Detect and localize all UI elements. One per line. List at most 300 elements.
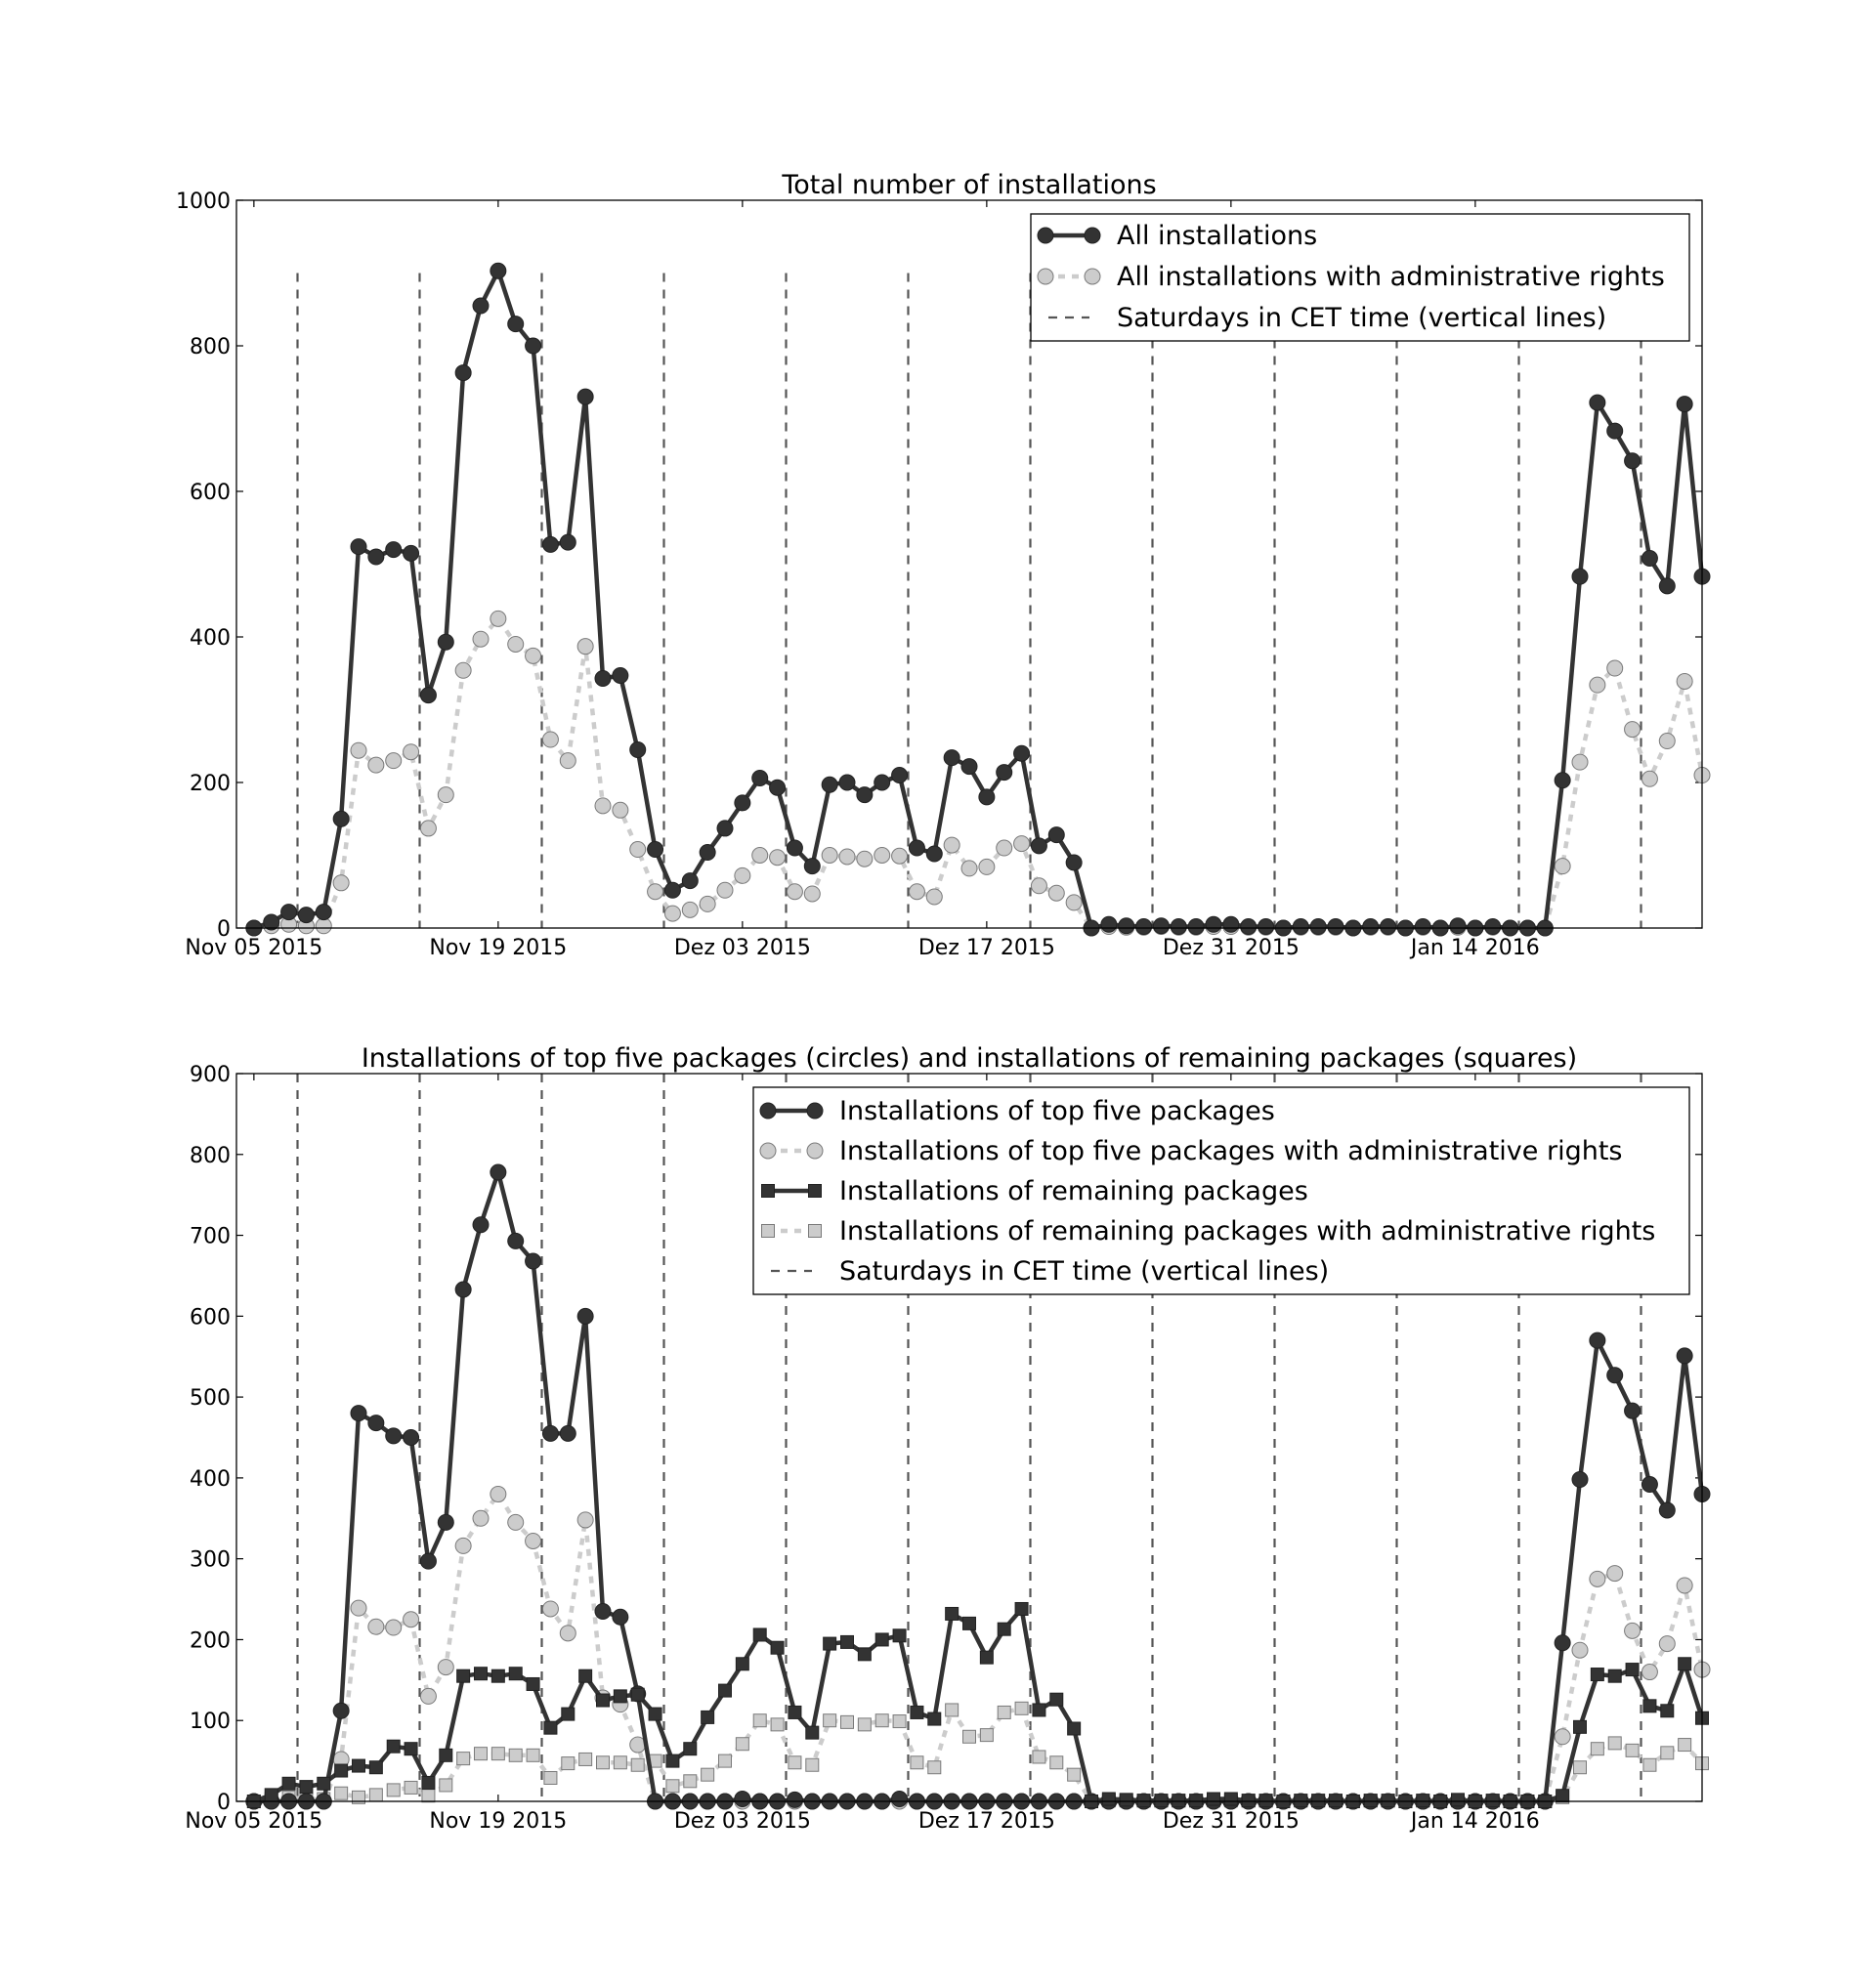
data-point bbox=[736, 1658, 748, 1670]
data-point bbox=[1661, 1705, 1674, 1717]
data-point bbox=[1679, 1739, 1691, 1752]
data-point bbox=[560, 1626, 576, 1641]
data-point bbox=[1677, 397, 1692, 412]
x-tick-label: Dez 17 2015 bbox=[917, 936, 1055, 960]
data-point bbox=[1295, 1795, 1307, 1807]
data-point bbox=[1066, 895, 1082, 910]
data-point bbox=[963, 1617, 976, 1629]
data-point bbox=[457, 1669, 470, 1682]
data-point bbox=[875, 1633, 888, 1646]
data-point bbox=[875, 1714, 888, 1727]
data-point bbox=[597, 1694, 610, 1707]
data-point bbox=[1033, 1751, 1045, 1763]
data-point bbox=[351, 742, 366, 758]
y-tick-label: 400 bbox=[190, 626, 231, 651]
y-tick-label: 700 bbox=[190, 1224, 231, 1249]
data-point bbox=[1119, 918, 1134, 934]
data-point bbox=[404, 1430, 419, 1446]
data-point bbox=[1068, 1722, 1081, 1735]
data-point bbox=[300, 1781, 313, 1794]
x-tick-label: Nov 19 2015 bbox=[429, 1809, 568, 1834]
data-point bbox=[1572, 754, 1588, 770]
data-point bbox=[387, 1740, 400, 1753]
data-point bbox=[631, 1758, 644, 1771]
x-tick-label: Dez 31 2015 bbox=[1162, 936, 1300, 960]
data-point bbox=[1188, 919, 1204, 935]
data-point bbox=[1171, 919, 1186, 935]
data-point bbox=[597, 1756, 610, 1769]
chart-title: Installations of top five packages (circles) and installations of remaining packages (squares) bbox=[361, 1043, 1578, 1074]
data-point bbox=[422, 1776, 435, 1789]
data-point bbox=[735, 795, 750, 811]
data-point bbox=[892, 1792, 908, 1807]
data-point bbox=[824, 1714, 836, 1727]
data-point bbox=[1312, 1795, 1325, 1807]
data-point bbox=[438, 787, 453, 803]
data-point bbox=[631, 1688, 644, 1701]
data-point bbox=[490, 1486, 506, 1501]
x-tick-label: Nov 19 2015 bbox=[429, 936, 568, 960]
data-point bbox=[1155, 1795, 1168, 1807]
data-point bbox=[613, 667, 628, 683]
data-point bbox=[1572, 1642, 1588, 1658]
data-point bbox=[702, 1711, 714, 1723]
data-point bbox=[997, 840, 1012, 856]
legend-marker bbox=[807, 1143, 823, 1159]
data-point bbox=[684, 1775, 697, 1788]
data-point bbox=[562, 1757, 575, 1770]
data-point bbox=[700, 896, 715, 911]
data-point bbox=[926, 889, 942, 905]
data-point bbox=[440, 1779, 452, 1792]
y-tick-label: 300 bbox=[190, 1547, 231, 1573]
data-point bbox=[353, 1759, 365, 1772]
data-point bbox=[579, 1753, 592, 1765]
data-point bbox=[455, 365, 471, 381]
data-point bbox=[822, 777, 837, 792]
legend-marker bbox=[1085, 269, 1100, 284]
data-point bbox=[1659, 1502, 1675, 1518]
data-point bbox=[579, 1669, 592, 1682]
data-point bbox=[1608, 1669, 1621, 1682]
y-tick-label: 800 bbox=[190, 335, 231, 359]
data-point bbox=[770, 850, 786, 866]
data-point bbox=[1555, 859, 1570, 874]
data-point bbox=[874, 775, 890, 790]
data-point bbox=[1102, 1793, 1115, 1805]
data-point bbox=[824, 1637, 836, 1650]
data-point bbox=[1556, 1790, 1569, 1802]
data-point bbox=[282, 1777, 295, 1790]
data-point bbox=[1259, 1795, 1272, 1807]
data-point bbox=[787, 840, 802, 856]
x-tick-label: Nov 05 2015 bbox=[185, 936, 323, 960]
data-point bbox=[1486, 1795, 1499, 1807]
data-point bbox=[1208, 1793, 1220, 1805]
x-tick-label: Dez 31 2015 bbox=[1162, 1809, 1300, 1834]
data-point bbox=[961, 861, 977, 876]
data-point bbox=[1626, 1744, 1639, 1756]
data-point bbox=[770, 780, 786, 795]
data-point bbox=[386, 542, 402, 558]
data-point bbox=[542, 732, 558, 747]
data-point bbox=[475, 1668, 488, 1680]
legend-marker bbox=[807, 1103, 823, 1119]
data-point bbox=[979, 789, 995, 805]
legend-label: Installations of remaining packages with administrative rights bbox=[839, 1216, 1656, 1247]
data-point bbox=[422, 1790, 435, 1802]
data-point bbox=[944, 750, 959, 766]
data-point bbox=[1241, 919, 1257, 935]
y-tick-label: 100 bbox=[190, 1710, 231, 1735]
data-point bbox=[281, 905, 297, 920]
data-point bbox=[963, 1730, 976, 1743]
data-point bbox=[420, 1553, 436, 1569]
data-point bbox=[1050, 1756, 1063, 1769]
data-point bbox=[473, 1510, 489, 1526]
data-point bbox=[1048, 885, 1064, 901]
data-point bbox=[649, 1708, 661, 1720]
data-point bbox=[420, 1688, 436, 1704]
data-point bbox=[1679, 1658, 1691, 1670]
data-point bbox=[386, 1428, 402, 1444]
data-point bbox=[595, 1603, 611, 1619]
data-point bbox=[405, 1781, 417, 1794]
data-point bbox=[1643, 1758, 1656, 1771]
data-point bbox=[595, 798, 611, 814]
legend-label: Installations of top five packages bbox=[839, 1096, 1275, 1126]
data-point bbox=[702, 1768, 714, 1781]
data-point bbox=[490, 263, 506, 278]
data-point bbox=[420, 688, 436, 703]
data-point bbox=[577, 389, 593, 404]
data-point bbox=[614, 1690, 626, 1703]
legend-marker bbox=[809, 1225, 822, 1238]
data-point bbox=[839, 849, 855, 865]
data-point bbox=[1031, 838, 1046, 854]
data-point bbox=[735, 1792, 750, 1807]
data-point bbox=[560, 753, 576, 769]
data-point bbox=[542, 1425, 558, 1441]
data-point bbox=[911, 1706, 923, 1718]
data-point bbox=[822, 848, 837, 864]
data-point bbox=[368, 1416, 384, 1431]
legend-marker bbox=[762, 1225, 775, 1238]
data-point bbox=[684, 1743, 697, 1755]
chart-title: Total number of installations bbox=[782, 170, 1157, 200]
data-point bbox=[874, 848, 890, 864]
data-point bbox=[475, 1748, 488, 1760]
data-point bbox=[1328, 919, 1343, 935]
legend-marker bbox=[1038, 269, 1053, 284]
data-point bbox=[560, 534, 576, 550]
legend bbox=[1031, 214, 1689, 341]
x-tick-label: Nov 05 2015 bbox=[185, 1809, 323, 1834]
y-tick-label: 200 bbox=[190, 772, 231, 796]
data-point bbox=[893, 1629, 906, 1642]
y-tick-label: 0 bbox=[217, 917, 231, 942]
data-point bbox=[542, 1601, 558, 1617]
data-point bbox=[1258, 919, 1274, 935]
data-point bbox=[1591, 1743, 1603, 1755]
data-point bbox=[490, 611, 506, 626]
data-point bbox=[979, 859, 995, 874]
data-point bbox=[892, 848, 908, 864]
data-point bbox=[1607, 423, 1623, 439]
data-point bbox=[527, 1749, 539, 1761]
data-point bbox=[1014, 836, 1030, 852]
data-point bbox=[1659, 734, 1675, 749]
y-tick-label: 800 bbox=[190, 1143, 231, 1168]
data-point bbox=[911, 1756, 923, 1769]
data-point bbox=[1293, 919, 1308, 935]
data-point bbox=[438, 634, 453, 650]
data-point bbox=[858, 1718, 871, 1731]
data-point bbox=[1677, 1348, 1692, 1364]
data-point bbox=[1381, 919, 1396, 935]
legend-marker bbox=[809, 1185, 822, 1198]
data-point bbox=[368, 757, 384, 773]
data-point bbox=[386, 753, 402, 769]
data-point bbox=[1048, 827, 1064, 843]
data-point bbox=[1555, 773, 1570, 788]
data-point bbox=[787, 1792, 802, 1807]
data-point bbox=[368, 549, 384, 565]
legend-marker bbox=[1085, 228, 1100, 243]
data-point bbox=[998, 1623, 1010, 1635]
data-point bbox=[526, 648, 541, 663]
data-point bbox=[1137, 1795, 1150, 1807]
legend-label: Installations of top five packages with administrative rights bbox=[839, 1136, 1623, 1166]
data-point bbox=[666, 1780, 679, 1793]
data-point bbox=[944, 837, 959, 853]
data-point bbox=[526, 338, 541, 354]
data-point bbox=[1642, 1477, 1657, 1493]
data-point bbox=[1450, 918, 1466, 934]
x-tick-label: Dez 03 2015 bbox=[673, 1809, 811, 1834]
data-point bbox=[1677, 1578, 1692, 1593]
data-point bbox=[440, 1749, 452, 1761]
data-point bbox=[404, 545, 419, 561]
data-point bbox=[316, 918, 331, 934]
y-tick-label: 600 bbox=[190, 1305, 231, 1331]
data-point bbox=[560, 1425, 576, 1441]
data-point bbox=[526, 1533, 541, 1548]
data-point bbox=[700, 845, 715, 861]
data-point bbox=[841, 1715, 854, 1728]
data-point bbox=[333, 875, 349, 891]
data-point bbox=[577, 1308, 593, 1324]
legend-label: Installations of remaining packages bbox=[839, 1176, 1308, 1206]
data-point bbox=[316, 905, 331, 920]
data-point bbox=[473, 1217, 489, 1233]
data-point bbox=[473, 631, 489, 647]
data-point bbox=[998, 1706, 1010, 1718]
data-point bbox=[508, 1233, 524, 1248]
data-point bbox=[1574, 1720, 1587, 1733]
data-point bbox=[508, 636, 524, 652]
data-point bbox=[1590, 1332, 1605, 1348]
data-point bbox=[1452, 1794, 1465, 1806]
data-point bbox=[491, 1748, 504, 1760]
y-tick-label: 500 bbox=[190, 1386, 231, 1412]
y-tick-label: 600 bbox=[190, 481, 231, 505]
data-point bbox=[1415, 919, 1430, 935]
data-point bbox=[318, 1777, 330, 1790]
data-point bbox=[386, 1620, 402, 1635]
data-point bbox=[1625, 1623, 1641, 1638]
data-point bbox=[1068, 1768, 1081, 1781]
data-point bbox=[717, 882, 733, 898]
data-point bbox=[613, 1609, 628, 1625]
data-point bbox=[577, 1512, 593, 1528]
data-point bbox=[526, 1253, 541, 1269]
y-tick-label: 0 bbox=[217, 1791, 231, 1815]
data-point bbox=[509, 1668, 522, 1680]
data-point bbox=[804, 859, 820, 874]
data-point bbox=[455, 662, 471, 678]
data-point bbox=[753, 1714, 766, 1727]
data-point bbox=[1382, 1795, 1394, 1807]
data-point bbox=[858, 1648, 871, 1661]
data-point bbox=[857, 851, 873, 866]
data-point bbox=[1364, 1795, 1377, 1807]
data-point bbox=[1136, 919, 1152, 935]
data-point bbox=[630, 842, 646, 858]
data-point bbox=[509, 1749, 522, 1761]
data-point bbox=[1607, 660, 1623, 676]
data-point bbox=[980, 1651, 993, 1664]
data-point bbox=[841, 1635, 854, 1648]
data-point bbox=[961, 759, 977, 775]
y-tick-label: 1000 bbox=[176, 190, 231, 214]
data-point bbox=[491, 1669, 504, 1682]
data-point bbox=[787, 884, 802, 900]
data-point bbox=[490, 1164, 506, 1180]
data-point bbox=[1120, 1794, 1132, 1806]
data-point bbox=[909, 840, 924, 856]
data-point bbox=[438, 1514, 453, 1530]
y-tick-label: 400 bbox=[190, 1466, 231, 1492]
legend-label: Saturdays in CET time (vertical lines) bbox=[839, 1256, 1330, 1287]
data-point bbox=[457, 1753, 470, 1765]
data-point bbox=[804, 886, 820, 902]
data-point bbox=[1172, 1795, 1185, 1807]
data-point bbox=[1223, 916, 1239, 932]
data-point bbox=[909, 884, 924, 900]
data-point bbox=[1050, 1693, 1063, 1706]
data-point bbox=[613, 802, 628, 818]
data-point bbox=[1066, 855, 1082, 870]
data-point bbox=[753, 1628, 766, 1641]
data-point bbox=[333, 811, 349, 826]
data-point bbox=[1572, 569, 1588, 584]
data-point bbox=[508, 317, 524, 332]
data-point bbox=[946, 1704, 959, 1716]
legend bbox=[753, 1087, 1689, 1294]
data-point bbox=[335, 1787, 348, 1799]
data-point bbox=[771, 1718, 784, 1731]
legend-label: All installations with administrative rights bbox=[1117, 262, 1665, 292]
data-point bbox=[1677, 673, 1692, 689]
legend-marker bbox=[1038, 228, 1053, 243]
data-point bbox=[351, 1406, 366, 1421]
data-point bbox=[1590, 677, 1605, 693]
data-point bbox=[719, 1684, 732, 1697]
y-tick-label: 900 bbox=[190, 1063, 231, 1087]
data-point bbox=[1643, 1700, 1656, 1712]
data-point bbox=[806, 1758, 819, 1771]
data-point bbox=[333, 1703, 349, 1718]
data-point bbox=[682, 902, 698, 917]
data-point bbox=[719, 1754, 732, 1767]
data-point bbox=[893, 1715, 906, 1728]
data-point bbox=[335, 1764, 348, 1777]
data-point bbox=[1485, 919, 1501, 935]
x-tick-label: Dez 17 2015 bbox=[917, 1809, 1055, 1834]
data-point bbox=[455, 1282, 471, 1297]
data-point bbox=[1661, 1747, 1674, 1759]
data-point bbox=[717, 821, 733, 836]
data-point bbox=[752, 771, 768, 786]
data-point bbox=[1242, 1795, 1255, 1807]
data-point bbox=[1363, 919, 1379, 935]
data-point bbox=[928, 1761, 941, 1774]
data-point bbox=[404, 744, 419, 760]
data-point bbox=[1608, 1737, 1621, 1750]
data-point bbox=[1153, 918, 1169, 934]
data-point bbox=[298, 908, 314, 923]
data-point bbox=[1330, 1795, 1343, 1807]
data-point bbox=[405, 1743, 417, 1755]
data-point bbox=[369, 1789, 382, 1801]
data-point bbox=[1224, 1793, 1237, 1805]
data-point bbox=[980, 1729, 993, 1742]
data-point bbox=[1607, 1368, 1623, 1383]
data-point bbox=[438, 1660, 453, 1675]
data-point bbox=[789, 1706, 801, 1718]
data-point bbox=[789, 1756, 801, 1769]
data-point bbox=[928, 1712, 941, 1725]
data-point bbox=[664, 906, 680, 921]
data-point bbox=[527, 1677, 539, 1690]
legend-marker bbox=[760, 1143, 776, 1159]
legend-label: Saturdays in CET time (vertical lines) bbox=[1117, 303, 1607, 333]
data-point bbox=[404, 1612, 419, 1627]
data-point bbox=[839, 775, 855, 790]
data-point bbox=[736, 1738, 748, 1751]
data-point bbox=[857, 787, 873, 803]
data-point bbox=[562, 1708, 575, 1720]
data-point bbox=[614, 1756, 626, 1769]
data-point bbox=[946, 1607, 959, 1620]
data-point bbox=[1642, 771, 1657, 786]
data-point bbox=[1590, 395, 1605, 410]
data-point bbox=[1574, 1761, 1587, 1774]
data-point bbox=[1206, 916, 1221, 932]
data-point bbox=[806, 1726, 819, 1739]
data-point bbox=[1625, 722, 1641, 738]
x-tick-label: Dez 03 2015 bbox=[673, 936, 811, 960]
data-point bbox=[1625, 1403, 1641, 1418]
data-point bbox=[577, 639, 593, 655]
data-point bbox=[369, 1761, 382, 1774]
data-point bbox=[542, 536, 558, 552]
data-point bbox=[1555, 1729, 1570, 1745]
data-point bbox=[752, 848, 768, 864]
x-tick-label: Jan 14 2016 bbox=[1410, 936, 1540, 960]
data-point bbox=[473, 298, 489, 314]
